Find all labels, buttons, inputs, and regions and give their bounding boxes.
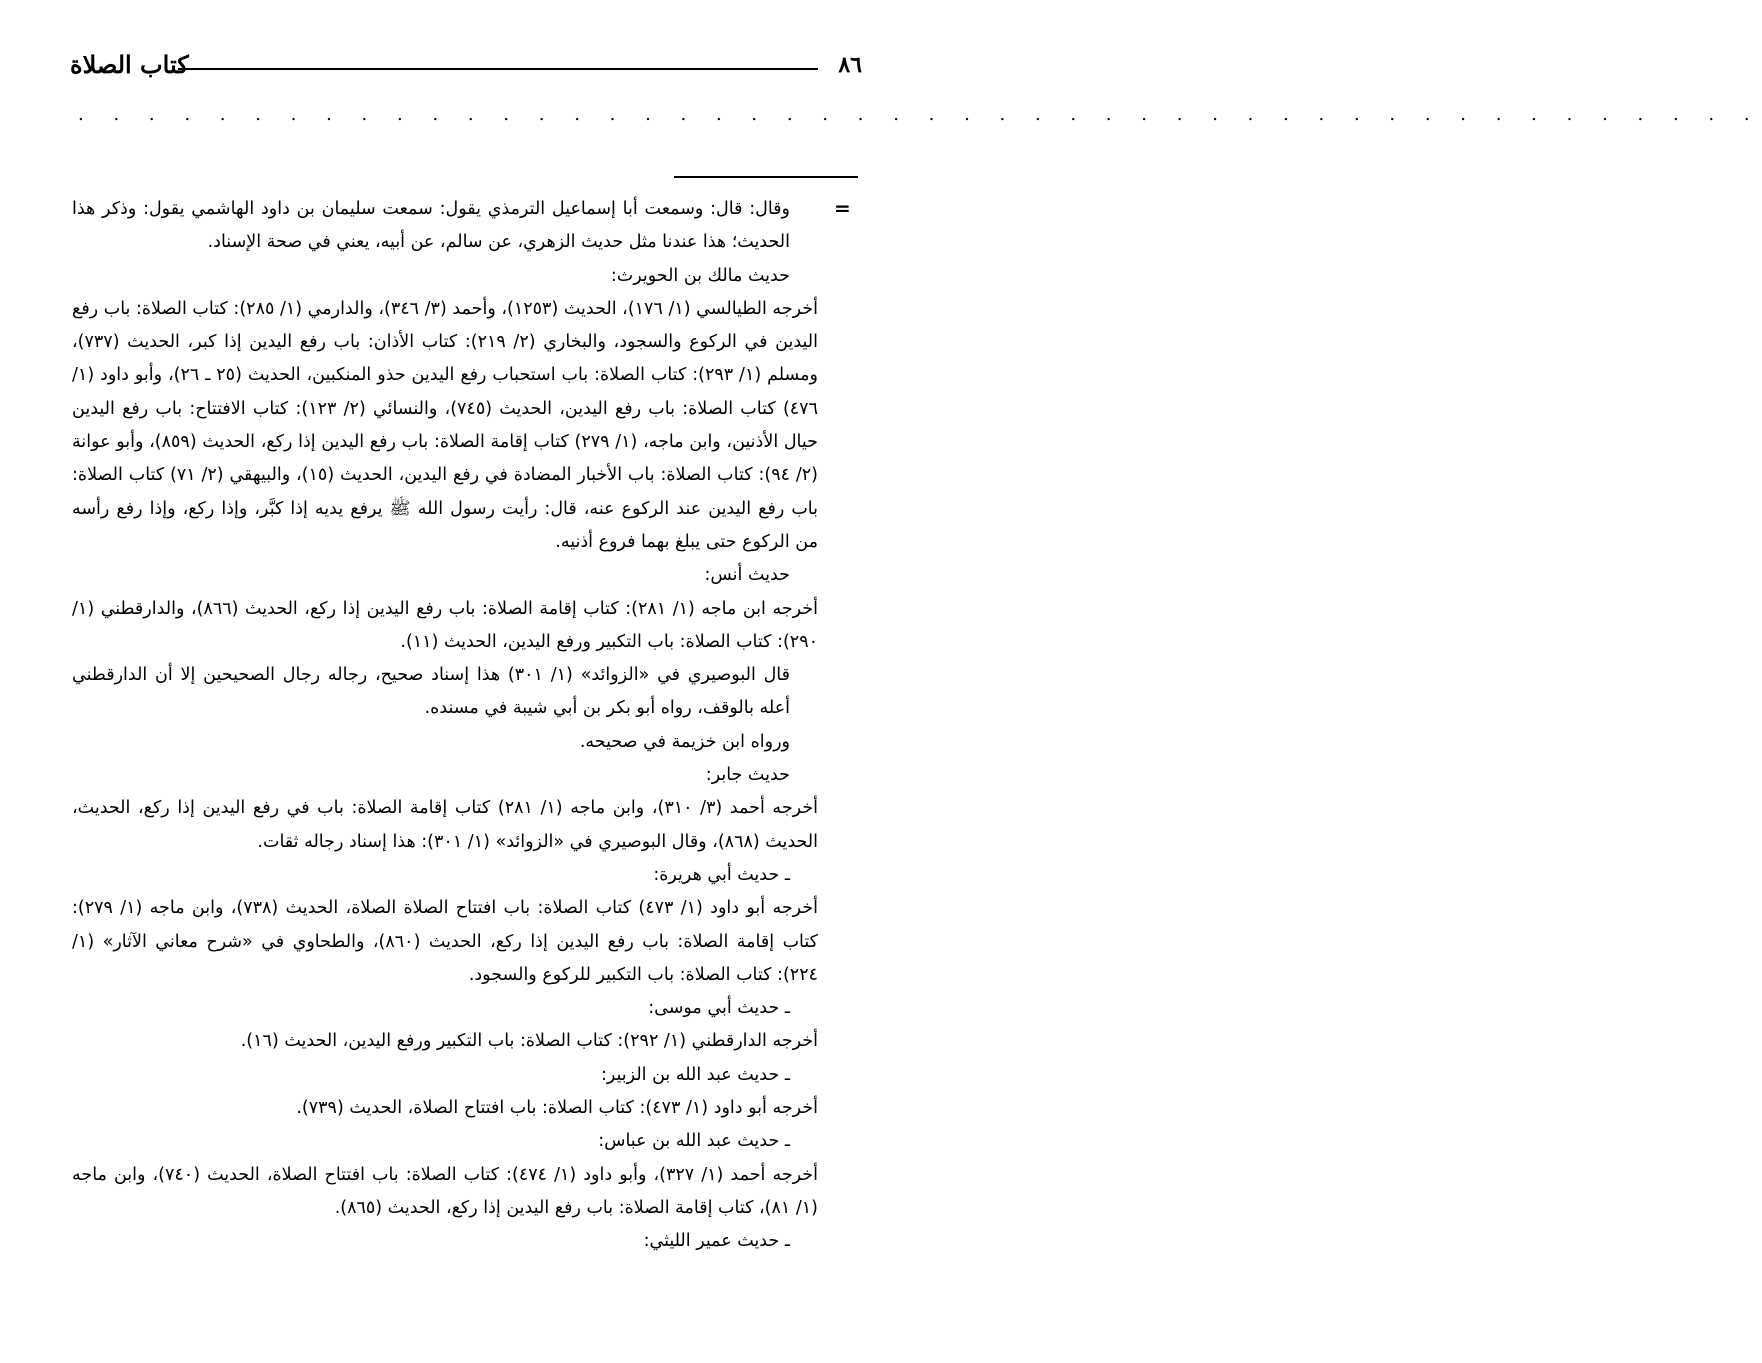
- page-header: [70, 48, 862, 84]
- footnote-paragraph: أخرجه أحمد (١/ ٣٢٧)، وأبو داود (١/ ٤٧٤): كتاب الصلاة: باب افتتاح الصلاة، الحديث (٧٤٠)، وابن ماجه (١/ ٨١)، كتاب إقامة الصلاة: باب رفع اليدين إذا ركع، الحديث (٨٦٥).: [72, 1164, 818, 1218]
- section-heading: ـ حديث عمير الليثي:: [643, 1231, 790, 1252]
- footnote-paragraph: أخرجه أبو داود (١/ ٤٧٣): كتاب الصلاة: باب افتتاح الصلاة، الحديث (٧٣٩).: [296, 1098, 818, 1119]
- page-number: ٨٦: [838, 52, 862, 78]
- section-heading: ـ حديث عبد الله بن الزبير:: [600, 1064, 790, 1085]
- section-heading: ـ حديث عبد الله بن عباس:: [598, 1131, 790, 1152]
- footnote-paragraph: أخرجه ابن ماجه (١/ ٢٨١): كتاب إقامة الصلاة: باب رفع اليدين إذا ركع، الحديث (٨٦٦)، والدارقطني (١/ ٢٩٠): كتاب الصلاة: باب التكبير ورفع اليدين، الحديث (١١).: [72, 598, 818, 652]
- footnote-paragraph: أخرجه أحمد (٣/ ٣١٠)، وابن ماجه (١/ ٢٨١) كتاب إقامة الصلاة: باب في رفع اليدين إذا ركع، الحديث، الحديث (٨٦٨)، وقال البوصيري في «الزوائد» (١/ ٣٠١): هذا إسناد رجاله ثقات.: [72, 798, 818, 852]
- footnote-paragraph: أخرجه الدارقطني (١/ ٢٩٢): كتاب الصلاة: باب التكبير ورفع اليدين، الحديث (١٦).: [240, 1031, 818, 1052]
- section-heading: حديث مالك بن الحويرث:: [610, 265, 790, 286]
- section-heading: حديث جابر:: [705, 765, 790, 786]
- section-heading: ـ حديث أبي موسى:: [648, 998, 790, 1019]
- footnote-body: [72, 193, 818, 1259]
- footnote-paragraph: ورواه ابن خزيمة في صحيحه.: [579, 731, 790, 752]
- section-heading: حديث أنس:: [704, 565, 790, 586]
- footnote-rule: [674, 176, 858, 178]
- dotted-separator: . . . . . . . . . . . . . . . . . . . . . . . . . . . . . . . . . . . . . . . . . . . . . . . .: [78, 104, 1762, 125]
- footnote-paragraph: قال البوصيري في «الزوائد» (١/ ٣٠١) هذا إسناد صحيح، رجاله رجال الصحيحين إلا أن الدارقطني أعله بالوقف، رواه أبو بكر بن أبي شيبة في مسنده.: [72, 665, 790, 719]
- running-title: كتاب الصلاة: [70, 50, 189, 79]
- footnote-paragraph: وقال: قال: وسمعت أبا إسماعيل الترمذي يقول: سمعت سليمان بن داود الهاشمي يقول: وذكر هذا الحديث؛ هذا عندنا مثل حديث الزهري، عن سالم، عن أبيه، يعني في صحة الإسناد.: [72, 199, 790, 253]
- header-rule: [178, 68, 818, 70]
- section-heading: ـ حديث أبي هريرة:: [653, 864, 790, 885]
- footnote-paragraph: أخرجه الطيالسي (١/ ١٧٦)، الحديث (١٢٥٣)، وأحمد (٣/ ٣٤٦)، والدارمي (١/ ٢٨٥): كتاب الصلاة: باب رفع اليدين في الركوع والسجود، والبخاري (٢/ ٢١٩): كتاب الأذان: باب رفع اليدين إذا كبر، الحديث (٧٣٧)، ومسلم (١/ ٢٩٣): كتاب الصلاة: باب استحباب رفع اليدين حذو المنكبين، الحديث (٢٥ ـ ٢٦)، وأبو داود (١/ ٤٧٦) كتاب الصلاة: باب رفع اليدين، الحديث (٧٤٥)، والنسائي (٢/ ١٢٣): كتاب الافتتاح: باب رفع اليدين حيال الأذنين، وابن ماجه، (١/ ٢٧٩) كتاب إقامة الصلاة: باب رفع اليدين إذا ركع، الحديث (٨٥٩)، وأبو عوانة (٢/ ٩٤): كتاب الصلاة: باب الأخبار المضادة في رفع اليدين، الحديث (١٥)، والبيهقي (٢/ ٧١) كتاب الصلاة: باب رفع اليدين عند الركوع عنه، قال: رأيت رسول الله ﷺ يرفع يديه إذا كبَّر، وإذا ركع، وإذا رفع رأسه من الركوع حتى يبلغ بهما فروع أذنيه.: [72, 298, 818, 552]
- footnote-paragraph: أخرجه أبو داود (١/ ٤٧٣) كتاب الصلاة: باب افتتاح الصلاة الصلاة، الحديث (٧٣٨)، وابن ماجه (١/ ٢٧٩): كتاب إقامة الصلاة: باب رفع اليدين إذا ركع، الحديث (٨٦٠)، والطحاوي في «شرح معاني الآثار» (١/ ٢٢٤): كتاب الصلاة: باب التكبير للركوع والسجود.: [72, 898, 819, 985]
- continuation-mark: =: [834, 196, 851, 220]
